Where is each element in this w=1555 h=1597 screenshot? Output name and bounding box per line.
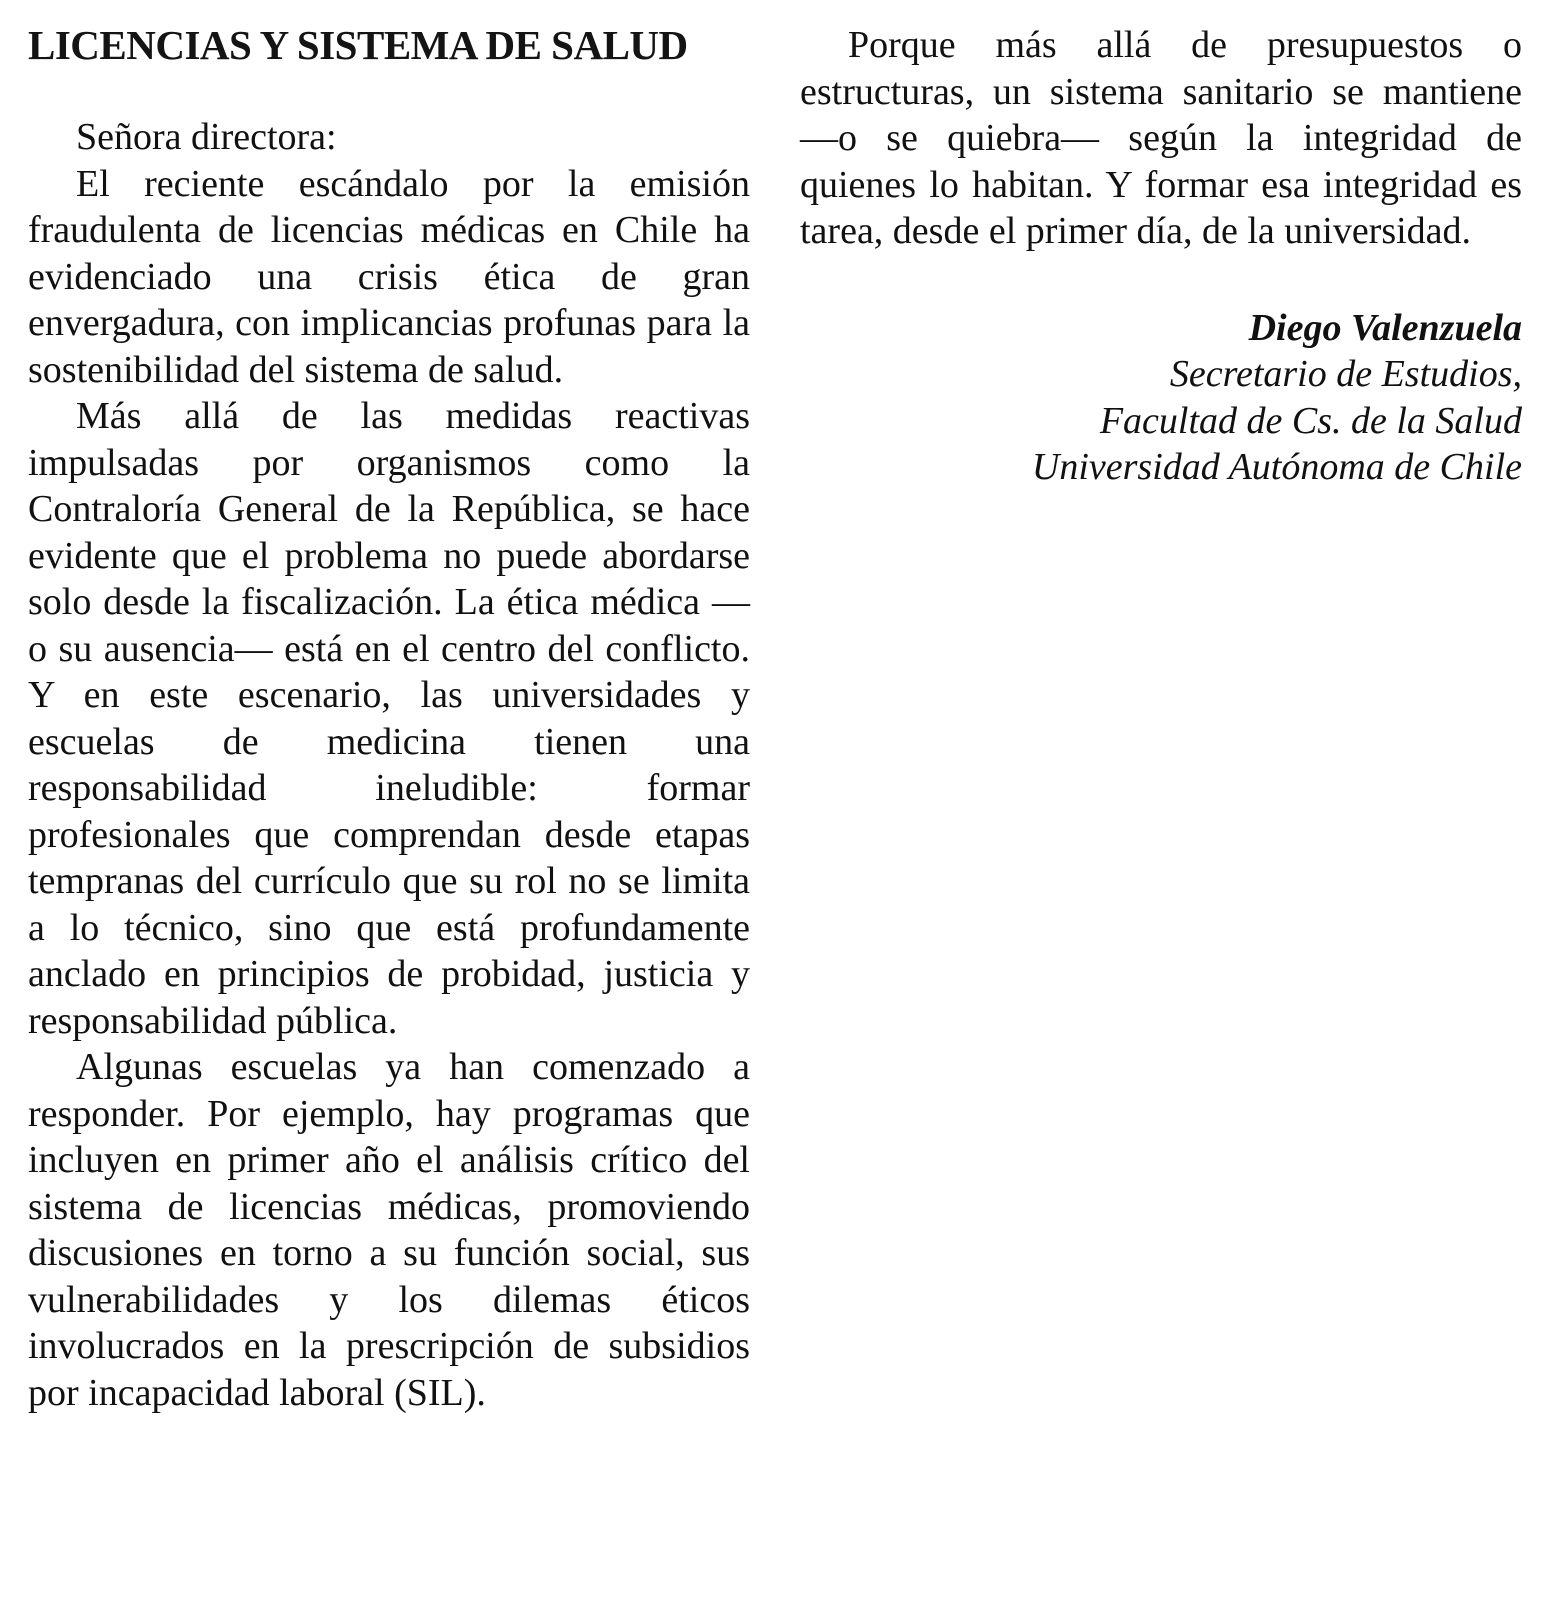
signature-faculty: Facultad de Cs. de la Salud (1099, 399, 1522, 442)
paragraph-4: Porque más allá de presupuestos o estructuras, un sistema sanitario se mantiene —o se quiebra— según la integridad de quienes lo habitan. Y formar esa integridad es tarea, desde el primer día, de la universidad. (800, 24, 1522, 252)
left-column (28, 0, 750, 1416)
right-paragraphs (800, 22, 1522, 255)
salutation: Señora directora: (76, 116, 337, 158)
signature-title: Secretario de Estudios, (1169, 353, 1522, 395)
signature-name: Diego Valenzuela (1248, 306, 1522, 349)
signature-block (800, 305, 1522, 491)
left-paragraphs (28, 161, 750, 1417)
paragraph-1: El reciente escándalo por la emisión fraudulenta de licencias médicas en Chile ha evidenciado una crisis ética de gran envergadura, con implicancias profunas para la sostenibilidad del sistema de salud. (28, 162, 750, 391)
right-column (800, 0, 1522, 491)
article-headline: LICENCIAS Y SISTEMA DE SALUD (28, 22, 688, 68)
paragraph-2: Más allá de las medidas reactivas impulsadas por organismos como la Contraloría General de la República, se hace evidente que el problema no puede abordarse solo desde la fiscalización. La ética médica —o su ausencia— está en el centro del conflicto. Y en este escenario, las universidades y escuelas de medicina tienen una responsabilidad ineludible: formar profesionales que comprendan desde etapas tempranas del currículo que su rol no se limita a lo técnico, sino que está profundamente anclado en principios de probidad, justicia y responsabilidad pública. (28, 395, 750, 1042)
paragraph-3: Algunas escuelas ya han comenzado a responder. Por ejemplo, hay programas que incluyen en primer año el análisis crítico del sistema de licencias médicas, promoviendo discusiones en torno a su función social, sus vulnerabilidades y los dilemas éticos involucrados en la prescripción de subsidios por incapacidad laboral (SIL). (28, 1046, 750, 1414)
signature-institution: Universidad Autónoma de Chile (1031, 446, 1522, 488)
